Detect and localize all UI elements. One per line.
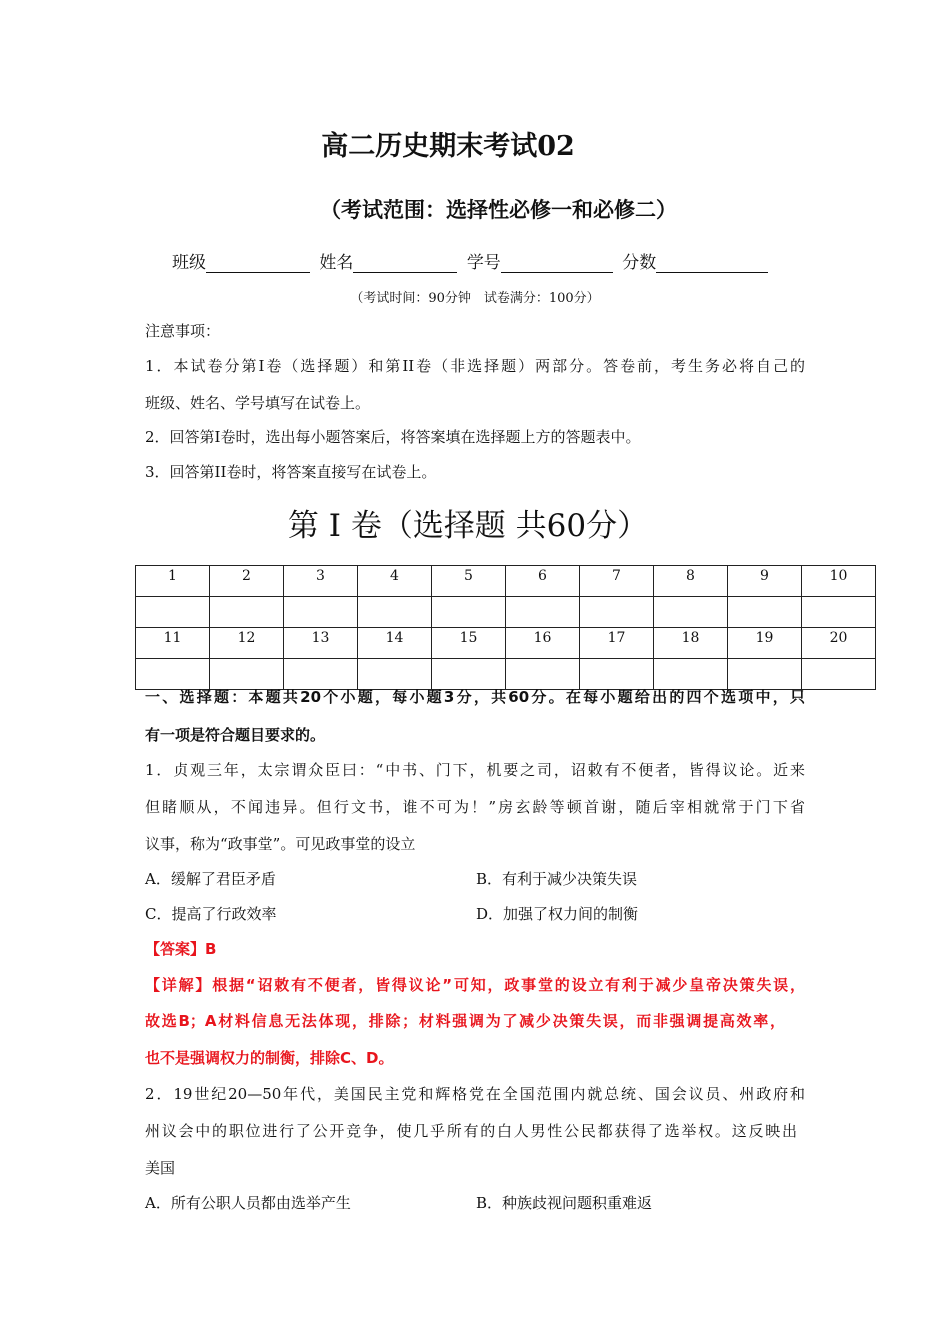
note-line: 1．本试卷分第I卷（选择题）和第II卷（非选择题）两部分。答卷前，考生务必将自己的 — [145, 357, 805, 375]
answer-table — [135, 565, 876, 690]
answer-row — [136, 597, 876, 628]
question-number-cell: 19 — [728, 628, 802, 659]
question-number-cell: 9 — [728, 566, 802, 597]
explanation-line: 也不是强调权力的制衡，排除C、D。 — [145, 1049, 394, 1067]
notes-heading: 注意事项： — [145, 322, 221, 340]
class-field[interactable] — [206, 254, 310, 273]
question-number-cell: 13 — [284, 628, 358, 659]
question-number-cell: 11 — [136, 628, 210, 659]
question-number-row — [136, 566, 876, 597]
question-number-cell: 16 — [506, 628, 580, 659]
note-line: 班级、姓名、学号填写在试卷上。 — [145, 394, 371, 412]
score-label: 分数 — [622, 253, 657, 273]
time-note: （考试时间：90分钟 试卷满分：100分） — [350, 291, 600, 306]
question-1-stem: 议事，称为“政事堂”。可见政事堂的设立 — [145, 835, 416, 853]
answer-cell[interactable] — [654, 659, 728, 690]
question-number-cell: 8 — [654, 566, 728, 597]
option-c: C．提高了行政效率 — [145, 905, 277, 923]
question-number-cell: 7 — [580, 566, 654, 597]
exam-title: 高二历史期末考试02 — [321, 131, 575, 162]
question-number-cell: 15 — [432, 628, 506, 659]
question-number-cell: 12 — [210, 628, 284, 659]
note-line: 2．回答第I卷时，选出每小题答案后，将答案填在选择题上方的答题表中。 — [145, 428, 641, 446]
answer-cell[interactable] — [506, 659, 580, 690]
answer-cell[interactable] — [284, 659, 358, 690]
student-id-label: 学号 — [466, 253, 501, 273]
question-number-cell: 3 — [284, 566, 358, 597]
answer-cell[interactable] — [210, 597, 284, 628]
answer-cell[interactable] — [210, 659, 284, 690]
instructions-line: 有一项是符合题目要求的。 — [145, 726, 326, 744]
option-b: B．种族歧视问题积重难返 — [476, 1194, 653, 1212]
answer-cell[interactable] — [654, 597, 728, 628]
question-number-cell: 4 — [358, 566, 432, 597]
option-d: D．加强了权力间的制衡 — [476, 905, 639, 923]
name-field[interactable] — [353, 254, 457, 273]
answer-cell[interactable] — [802, 597, 876, 628]
question-number-cell: 17 — [580, 628, 654, 659]
instructions-line: 一、选择题：本题共20个小题，每小题3分，共60分。在每小题给出的四个选项中，只 — [145, 688, 805, 706]
option-a: A．所有公职人员都由选举产生 — [145, 1194, 351, 1212]
exam-scope: （考试范围：选择性必修一和必修二） — [320, 198, 677, 222]
answer-cell[interactable] — [432, 659, 506, 690]
name-label: 姓名 — [319, 253, 354, 273]
answer-cell[interactable] — [136, 597, 210, 628]
answer: 【答案】B — [145, 940, 217, 958]
question-number-cell: 2 — [210, 566, 284, 597]
answer-cell[interactable] — [728, 659, 802, 690]
class-label: 班级 — [172, 253, 206, 273]
student-id-field[interactable] — [501, 254, 613, 273]
question-2-stem: 美国 — [145, 1159, 176, 1177]
answer-cell[interactable] — [358, 597, 432, 628]
question-number-cell: 1 — [136, 566, 210, 597]
question-number-cell: 18 — [654, 628, 728, 659]
answer-cell[interactable] — [580, 597, 654, 628]
question-number-cell: 5 — [432, 566, 506, 597]
answer-cell[interactable] — [432, 597, 506, 628]
question-2-stem: 2．19世纪20—50年代，美国民主党和辉格党在全国范围内就总统、国会议员、州政府和 — [145, 1085, 805, 1103]
answer-cell[interactable] — [136, 659, 210, 690]
question-number-cell: 14 — [358, 628, 432, 659]
answer-cell[interactable] — [284, 597, 358, 628]
explanation-line: 故选B；A材料信息无法体现，排除；材料强调为了减少决策失误，而非强调提高效率， — [145, 1012, 785, 1030]
answer-cell[interactable] — [358, 659, 432, 690]
question-number-cell: 10 — [802, 566, 876, 597]
explanation-line: 【详解】根据“诏敕有不便者，皆得议论”可知，政事堂的设立有利于减少皇帝决策失误， — [145, 976, 805, 994]
option-b: B．有利于减少决策失误 — [476, 870, 638, 888]
question-2-stem: 州议会中的职位进行了公开竞争，使几乎所有的白人男性公民都获得了选举权。这反映出 — [145, 1122, 797, 1140]
question-1-stem: 但睹顺从，不闻违异。但行文书，谁不可为！”房玄龄等顿首谢，随后宰相就常于门下省 — [145, 798, 805, 816]
answer-cell[interactable] — [506, 597, 580, 628]
answer-row — [136, 659, 876, 690]
question-1-stem: 1．贞观三年，太宗谓众臣曰：“中书、门下，机要之司，诏敕有不便者，皆得议论。近来 — [145, 761, 805, 779]
option-a: A．缓解了君臣矛盾 — [145, 870, 276, 888]
question-number-row — [136, 628, 876, 659]
question-number-cell: 20 — [802, 628, 876, 659]
note-line: 3．回答第II卷时，将答案直接写在试卷上。 — [145, 463, 437, 481]
section-title: 第 I 卷（选择题 共60分） — [287, 508, 649, 544]
student-info-line — [172, 248, 772, 273]
answer-cell[interactable] — [728, 597, 802, 628]
answer-cell[interactable] — [580, 659, 654, 690]
answer-cell[interactable] — [802, 659, 876, 690]
question-number-cell: 6 — [506, 566, 580, 597]
score-field[interactable] — [656, 254, 768, 273]
